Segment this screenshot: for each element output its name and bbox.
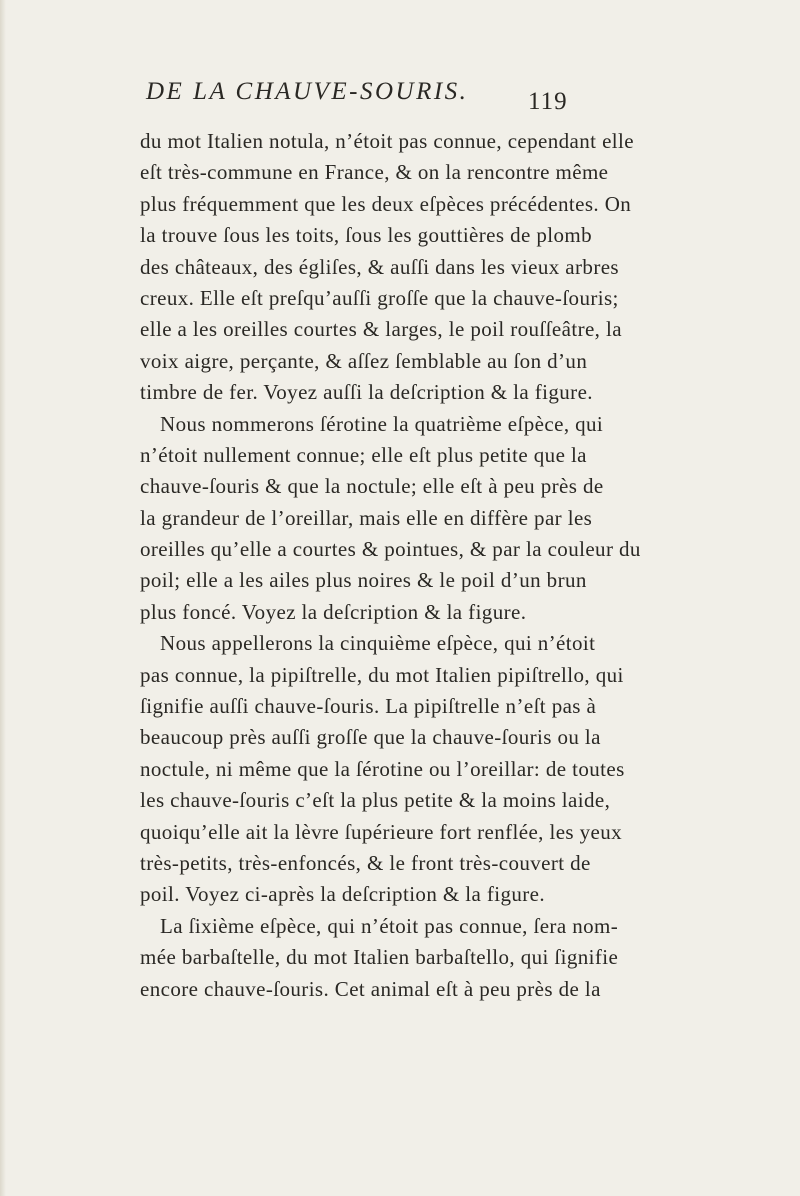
text-line: chauve-ſouris & que la noctule; elle eſt à peu près de — [140, 474, 604, 499]
text-line: ſignifie auſſi chauve-ſouris. La pipiſtrelle n’eſt pas à — [140, 694, 597, 719]
text-line: poil; elle a les ailes plus noires & le poil d’un brun — [140, 568, 587, 593]
body-text — [140, 126, 641, 1005]
paragraph-start-line: La ſixième eſpèce, qui n’étoit pas connue, ſera nom- — [160, 913, 619, 938]
text-line: oreilles qu’elle a courtes & pointues, & par la couleur du — [140, 537, 641, 562]
text-line: quoiqu’elle ait la lèvre ſupérieure fort renflée, les yeux — [140, 819, 623, 844]
text-line: beaucoup près auſſi groſſe que la chauve-ſouris ou la — [140, 725, 601, 750]
text-line: encore chauve-ſouris. Cet animal eſt à peu près de la — [140, 976, 601, 1001]
text-line: du mot Italien notula, n’étoit pas connue, cependant elle — [140, 129, 634, 153]
paragraph-start-line: Nous appellerons la cinquième eſpèce, qui n’étoit — [160, 631, 596, 656]
text-line: mée barbaſtelle, du mot Italien barbaſtello, qui ſignifie — [140, 945, 619, 970]
running-title: DE LA CHAUVE-SOURIS. — [146, 78, 469, 105]
text-line: noctule, ni même que la ſérotine ou l’oreillar: de toutes — [140, 756, 625, 781]
text-line: eſt très-commune en France, & on la rencontre même — [140, 160, 609, 185]
text-line: creux. Elle eſt preſqu’auſſi groſſe que la chauve-ſouris; — [140, 285, 619, 310]
text-line: voix aigre, perçante, & aſſez ſemblable au ſon d’un — [140, 348, 588, 373]
text-line: elle a les oreilles courtes & larges, le poil rouſſeâtre, la — [140, 317, 622, 342]
page-edge-shadow — [0, 0, 6, 1196]
text-line: poil. Voyez ci-après la deſcription & la figure. — [140, 882, 546, 907]
text-line: timbre de fer. Voyez auſſi la deſcription & la figure. — [140, 380, 593, 405]
text-line: plus foncé. Voyez la deſcription & la figure. — [140, 599, 527, 624]
text-line: plus fréquemment que les deux eſpèces précédentes. On — [140, 191, 632, 216]
text-line: des châteaux, des égliſes, & auſſi dans les vieux arbres — [140, 254, 620, 279]
text-line: pas connue, la pipiſtrelle, du mot Italien pipiſtrello, qui — [140, 662, 624, 687]
paragraph-start-line: Nous nommerons ſérotine la quatrième eſpèce, qui — [160, 411, 604, 436]
text-line: très-petits, très-enfoncés, & le front très-couvert de — [140, 850, 591, 875]
text-line: la grandeur de l’oreillar, mais elle en diffère par les — [140, 505, 593, 530]
text-line: n’étoit nullement connue; elle eſt plus petite que la — [140, 442, 587, 467]
text-line: les chauve-ſouris c’eſt la plus petite & la moins laide, — [140, 788, 611, 813]
text-line: la trouve ſous les toits, ſous les gouttières de plomb — [140, 223, 593, 248]
page-number: 119 — [528, 88, 568, 115]
